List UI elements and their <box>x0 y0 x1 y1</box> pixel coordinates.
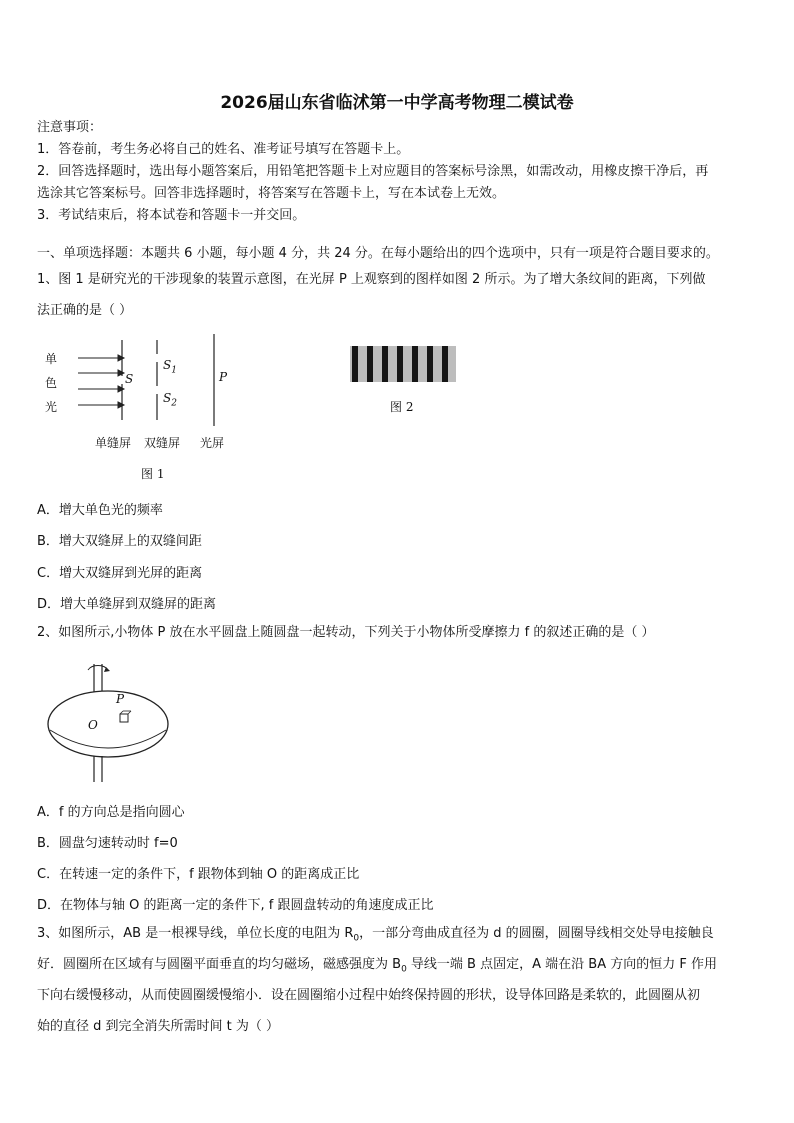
question-3-stem-cont: 始的直径 d 到完全消失所需时间 t 为（ ） <box>37 1019 280 1034</box>
question-2-stem: 2、如图所示,小物体 P 放在水平圆盘上随圆盘一起转动，下列关于小物体所受摩擦力 f 的叙述正确的是（ ） <box>37 625 655 640</box>
notice-item: 3．考试结束后，将本试卷和答题卡一并交回。 <box>37 208 306 223</box>
question-3-stem: 3、如图所示，AB 是一根裸导线，单位长度的电阻为 $R_0$，一部分弯曲成直径为 d 的圆圈，圆圈导线相交处导电接触良 <box>37 926 714 944</box>
slit-s-label: S <box>125 372 134 386</box>
fringe-pattern-image <box>350 346 456 382</box>
notice-item: 2．回答选择题时，选出每小题答案后，用铅笔把答题卡上对应题目的答案标号涂黑，如需改动，用橡皮擦干净后，再 <box>37 164 709 179</box>
q2-option-d: D．在物体与轴 O 的距离一定的条件下, f 跟圆盘转动的角速度成正比 <box>37 898 434 913</box>
figure-1-caption: 图 1 <box>141 467 165 481</box>
single-slit-screen-label: 单缝屏 <box>95 436 132 450</box>
disc-diagram <box>40 658 180 788</box>
screen-p-label: P <box>219 370 228 384</box>
axis-o-label: O <box>88 718 98 732</box>
double-slit-screen-label: 双缝屏 <box>144 436 181 450</box>
q1-option-a: A．增大单色光的频率 <box>37 503 163 518</box>
q2-option-a: A．f 的方向总是指向圆心 <box>37 805 185 820</box>
object-p-label: P <box>116 692 125 706</box>
figure-2-fringes <box>350 346 456 382</box>
page-title: 2026届山东省临沭第一中学高考物理二模试卷 <box>220 93 574 113</box>
notice-heading: 注意事项： <box>37 120 103 135</box>
q1-option-d: D．增大单缝屏到双缝屏的距离 <box>37 597 217 612</box>
figure-2-caption: 图 2 <box>390 400 414 414</box>
question-3-stem-cont: 下向右缓慢移动，从而使圆圈缓慢缩小．设在圆圈缩小过程中始终保持圆的形状，设导体回路是柔软的，此圆圈从初 <box>37 988 701 1003</box>
light-label-char: 色 <box>45 376 58 390</box>
double-slit-diagram <box>40 332 240 482</box>
question-3-stem-cont: 好．圆圈所在区域有与圆圈平面垂直的均匀磁场，磁感强度为 $B_0$ 导线一端 B 点固定，A 端在沿 BA 方向的恒力 F 作用 <box>37 957 717 975</box>
notice-item: 1．答卷前，考生务必将自己的姓名、准考证号填写在答题卡上。 <box>37 142 410 157</box>
rotating-disc-figure <box>40 658 180 788</box>
q2-option-c: C．在转速一定的条件下，f 跟物体到轴 O 的距离成正比 <box>37 867 360 882</box>
q2-option-b: B．圆盘匀速转动时 f=0 <box>37 836 178 851</box>
light-label-char: 单 <box>45 352 58 366</box>
section-heading: 一、单项选择题：本题共 6 小题，每小题 4 分，共 24 分。在每小题给出的四个选项中，只有一项是符合题目要求的。 <box>37 246 719 261</box>
slit-s1-label: $S_1$ <box>163 358 177 376</box>
question-1-stem-cont: 法正确的是（ ） <box>37 303 133 318</box>
figure-1 <box>40 332 240 482</box>
q1-option-c: C．增大双缝屏到光屏的距离 <box>37 566 203 581</box>
light-label-char: 光 <box>45 400 58 414</box>
notice-item: 选涂其它答案标号。回答非选择题时，将答案写在答题卡上，写在本试卷上无效。 <box>37 186 506 201</box>
q1-option-b: B．增大双缝屏上的双缝间距 <box>37 534 202 549</box>
slit-s2-label: $S_2$ <box>163 391 177 409</box>
question-1-stem: 1、图 1 是研究光的干涉现象的装置示意图，在光屏 P 上观察到的图样如图 2 所示。为了增大条纹间的距离，下列做 <box>37 272 706 287</box>
light-screen-label: 光屏 <box>200 436 225 450</box>
